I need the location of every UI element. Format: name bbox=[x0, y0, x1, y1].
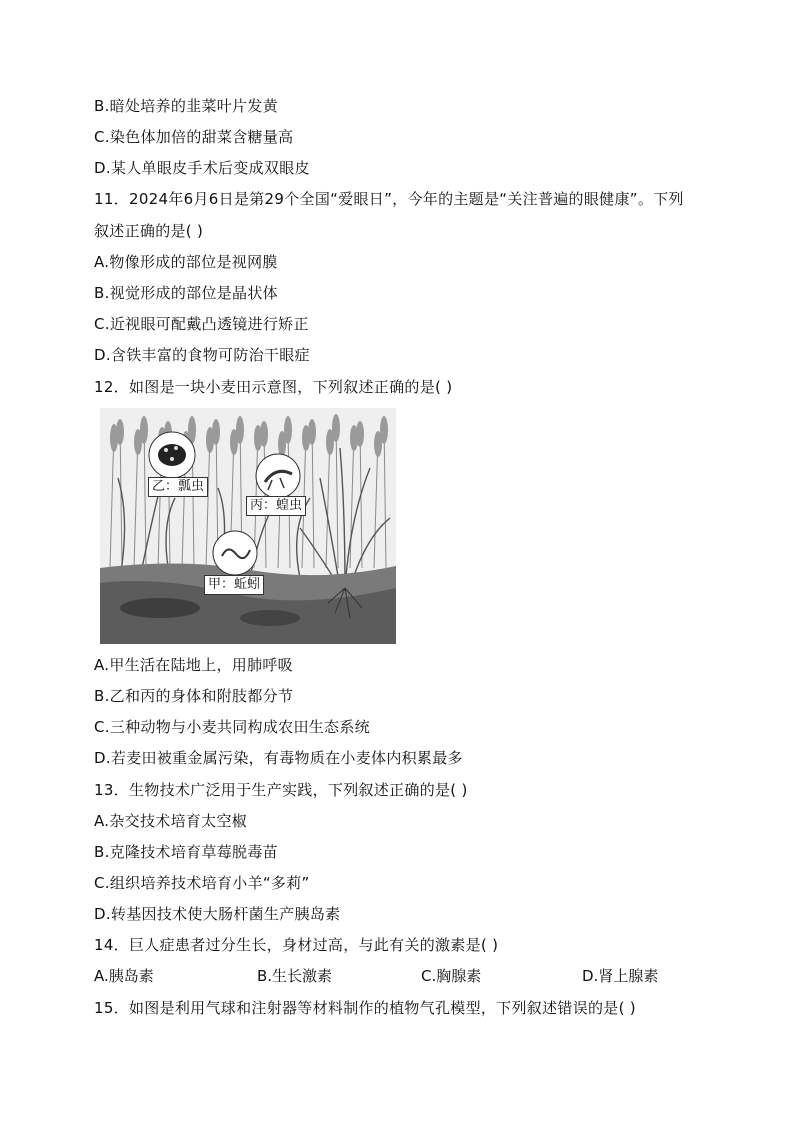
q12-option-d: D.若麦田被重金属污染，有毒物质在小麦体内积累最多 bbox=[94, 749, 463, 767]
q15-stem: 15．如图是利用气球和注射器等材料制作的植物气孔模型，下列叙述错误的是( ) bbox=[94, 999, 636, 1017]
q11-option-a: A.物像形成的部位是视网膜 bbox=[94, 253, 278, 271]
label-ladybug: 乙：瓢虫 bbox=[148, 477, 208, 497]
q10-option-c: C.染色体加倍的甜菜含糖量高 bbox=[94, 128, 294, 146]
q13-option-b: B.克隆技术培育草莓脱毒苗 bbox=[94, 843, 278, 861]
q11-option-d: D.含铁丰富的食物可防治干眼症 bbox=[94, 346, 310, 364]
wheat-field-illustration bbox=[100, 408, 396, 644]
q12-option-b: B.乙和丙的身体和附肢都分节 bbox=[94, 687, 294, 705]
label-locust: 丙：蝗虫 bbox=[246, 496, 306, 516]
q12-stem: 12．如图是一块小麦田示意图，下列叙述正确的是( ) bbox=[94, 378, 453, 396]
q12-option-c: C.三种动物与小麦共同构成农田生态系统 bbox=[94, 718, 370, 736]
q14-option-a: A.胰岛素 bbox=[94, 967, 154, 985]
q14-option-b: B.生长激素 bbox=[257, 967, 333, 985]
q14-option-d: D.肾上腺素 bbox=[582, 967, 659, 985]
q11-option-b: B.视觉形成的部位是晶状体 bbox=[94, 284, 278, 302]
wheat-field-figure bbox=[100, 408, 396, 644]
q13-option-d: D.转基因技术使大肠杆菌生产胰岛素 bbox=[94, 905, 341, 923]
q12-option-a: A.甲生活在陆地上，用肺呼吸 bbox=[94, 656, 293, 674]
q11-stem-line2: 叙述正确的是( ) bbox=[94, 222, 204, 240]
q13-option-c: C.组织培养技术培育小羊“多莉” bbox=[94, 874, 310, 892]
q10-option-b: B.暗处培养的韭菜叶片发黄 bbox=[94, 97, 278, 115]
q14-option-c: C.胸腺素 bbox=[421, 967, 482, 985]
q11-option-c: C.近视眼可配戴凸透镜进行矫正 bbox=[94, 315, 309, 333]
label-earthworm: 甲：蚯蚓 bbox=[204, 575, 264, 595]
q10-option-d: D.某人单眼皮手术后变成双眼皮 bbox=[94, 159, 310, 177]
q13-option-a: A.杂交技术培育太空椒 bbox=[94, 812, 248, 830]
q11-stem-line1: 11．2024年6月6日是第29个全国“爱眼日”，今年的主题是“关注普遍的眼健康”。下列 bbox=[94, 190, 684, 208]
q14-stem: 14．巨人症患者过分生长，身材过高，与此有关的激素是( ) bbox=[94, 936, 499, 954]
q13-stem: 13．生物技术广泛用于生产实践，下列叙述正确的是( ) bbox=[94, 781, 468, 799]
